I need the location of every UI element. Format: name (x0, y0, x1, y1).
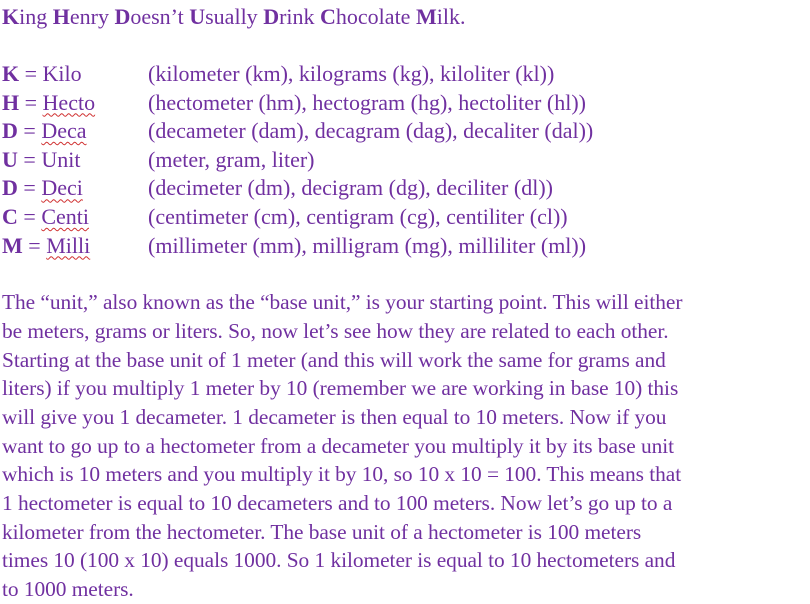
prefix-row-kilo (2, 60, 810, 89)
prefix-equals: = (17, 146, 42, 172)
prefix-equals: = (17, 175, 42, 201)
prefix-equals: = (17, 118, 42, 144)
prefix-examples: (decimeter (dm), decigram (dg), deciliter (dl)) (148, 175, 553, 201)
mnemonic-initial: M (415, 4, 437, 29)
mnemonic-word-rest: enry (69, 4, 115, 29)
prefix-equals: = (17, 203, 42, 229)
prefix-row-deca (2, 117, 810, 146)
paragraph-line: to 1000 meters. (2, 577, 134, 602)
paragraph-line: kilometer from the hectometer. The base unit of a hectometer is 100 meters (2, 519, 642, 544)
prefix-row-centi (2, 203, 810, 232)
mnemonic-word-rest: sually (205, 4, 264, 29)
prefix-name: Centi (41, 203, 89, 229)
mnemonic-word-rest: rink (279, 4, 321, 29)
prefix-row-deci (2, 174, 810, 203)
paragraph-line: which is 10 meters and you multiply it by 10, so 10 x 10 = 100. This means that (2, 462, 682, 487)
prefix-row-hecto (2, 89, 810, 118)
prefix-label (2, 117, 148, 146)
prefix-label (2, 174, 148, 203)
prefix-examples: (kilometer (km), kilograms (kg), kiloliter (kl)) (148, 61, 555, 86)
mnemonic-word-rest: oesn’t (130, 4, 190, 29)
prefix-examples: (hectometer (hm), hectogram (hg), hectoliter (hl)) (148, 89, 586, 115)
mnemonic-initial: H (52, 4, 70, 29)
prefix-equals: = (19, 61, 43, 86)
prefix-label (2, 89, 148, 118)
paragraph-line: want to go up to a hectometer from a decameter you multiply it by its base unit (2, 433, 675, 458)
mnemonic-initial: D (263, 4, 280, 29)
mnemonic-line (2, 3, 810, 32)
prefix-name: Milli (46, 232, 91, 258)
prefix-letter: H (2, 89, 20, 115)
prefix-examples: (millimeter (mm), milligram (mg), milliliter (ml)) (148, 232, 587, 258)
paragraph-line: will give you 1 decameter. 1 decameter is then equal to 10 meters. Now if you (2, 404, 667, 429)
prefix-letter: D (2, 175, 18, 201)
prefix-name: Unit (41, 146, 81, 172)
prefix-name: Hecto (42, 89, 96, 115)
mnemonic-initial: K (2, 4, 20, 29)
prefix-equals: = (22, 232, 47, 258)
prefix-row-milli (2, 232, 810, 261)
paragraph-line: 1 hectometer is equal to 10 decameters and to 100 meters. Now let’s go up to a (2, 490, 673, 515)
prefix-name: Deca (41, 118, 87, 144)
prefix-name: Kilo (42, 61, 82, 86)
blank-line (2, 32, 810, 60)
prefix-label (2, 146, 148, 175)
paragraph-line: The “unit,” also known as the “base unit,” is your starting point. This will either (2, 290, 683, 315)
blank-line (2, 260, 810, 288)
prefix-examples: (meter, gram, liter) (148, 146, 315, 172)
prefix-letter: C (2, 203, 18, 229)
mnemonic-word-rest: hocolate (335, 4, 416, 29)
prefix-label (2, 203, 148, 232)
prefix-label (2, 232, 148, 261)
paragraph-line: liters) if you multiply 1 meter by 10 (remember we are working in base 10) this (2, 376, 679, 401)
paragraph-line: be meters, grams or liters. So, now let’s see how they are related to each other. (2, 318, 669, 343)
prefix-table (2, 60, 810, 260)
explanation-paragraph (2, 288, 808, 604)
prefix-letter: K (2, 61, 20, 86)
prefix-equals: = (19, 89, 43, 115)
mnemonic-word-rest: ing (19, 4, 53, 29)
prefix-letter: D (2, 118, 18, 144)
prefix-examples: (decameter (dam), decagram (dag), decaliter (dal)) (148, 118, 594, 144)
mnemonic-initial: C (320, 4, 336, 29)
mnemonic-initial: D (114, 4, 131, 29)
paragraph-line: Starting at the base unit of 1 meter (and this will work the same for grams and (2, 347, 666, 372)
prefix-letter: M (2, 232, 23, 258)
prefix-letter: U (2, 146, 18, 172)
prefix-examples: (centimeter (cm), centigram (cg), centiliter (cl)) (148, 203, 568, 229)
mnemonic-initial: U (189, 4, 206, 29)
paragraph-line: times 10 (100 x 10) equals 1000. So 1 kilometer is equal to 10 hectometers and (2, 548, 676, 573)
prefix-name: Deci (41, 175, 83, 201)
mnemonic-word-rest: ilk. (436, 4, 466, 29)
prefix-label (2, 60, 148, 89)
prefix-row-unit (2, 146, 810, 175)
